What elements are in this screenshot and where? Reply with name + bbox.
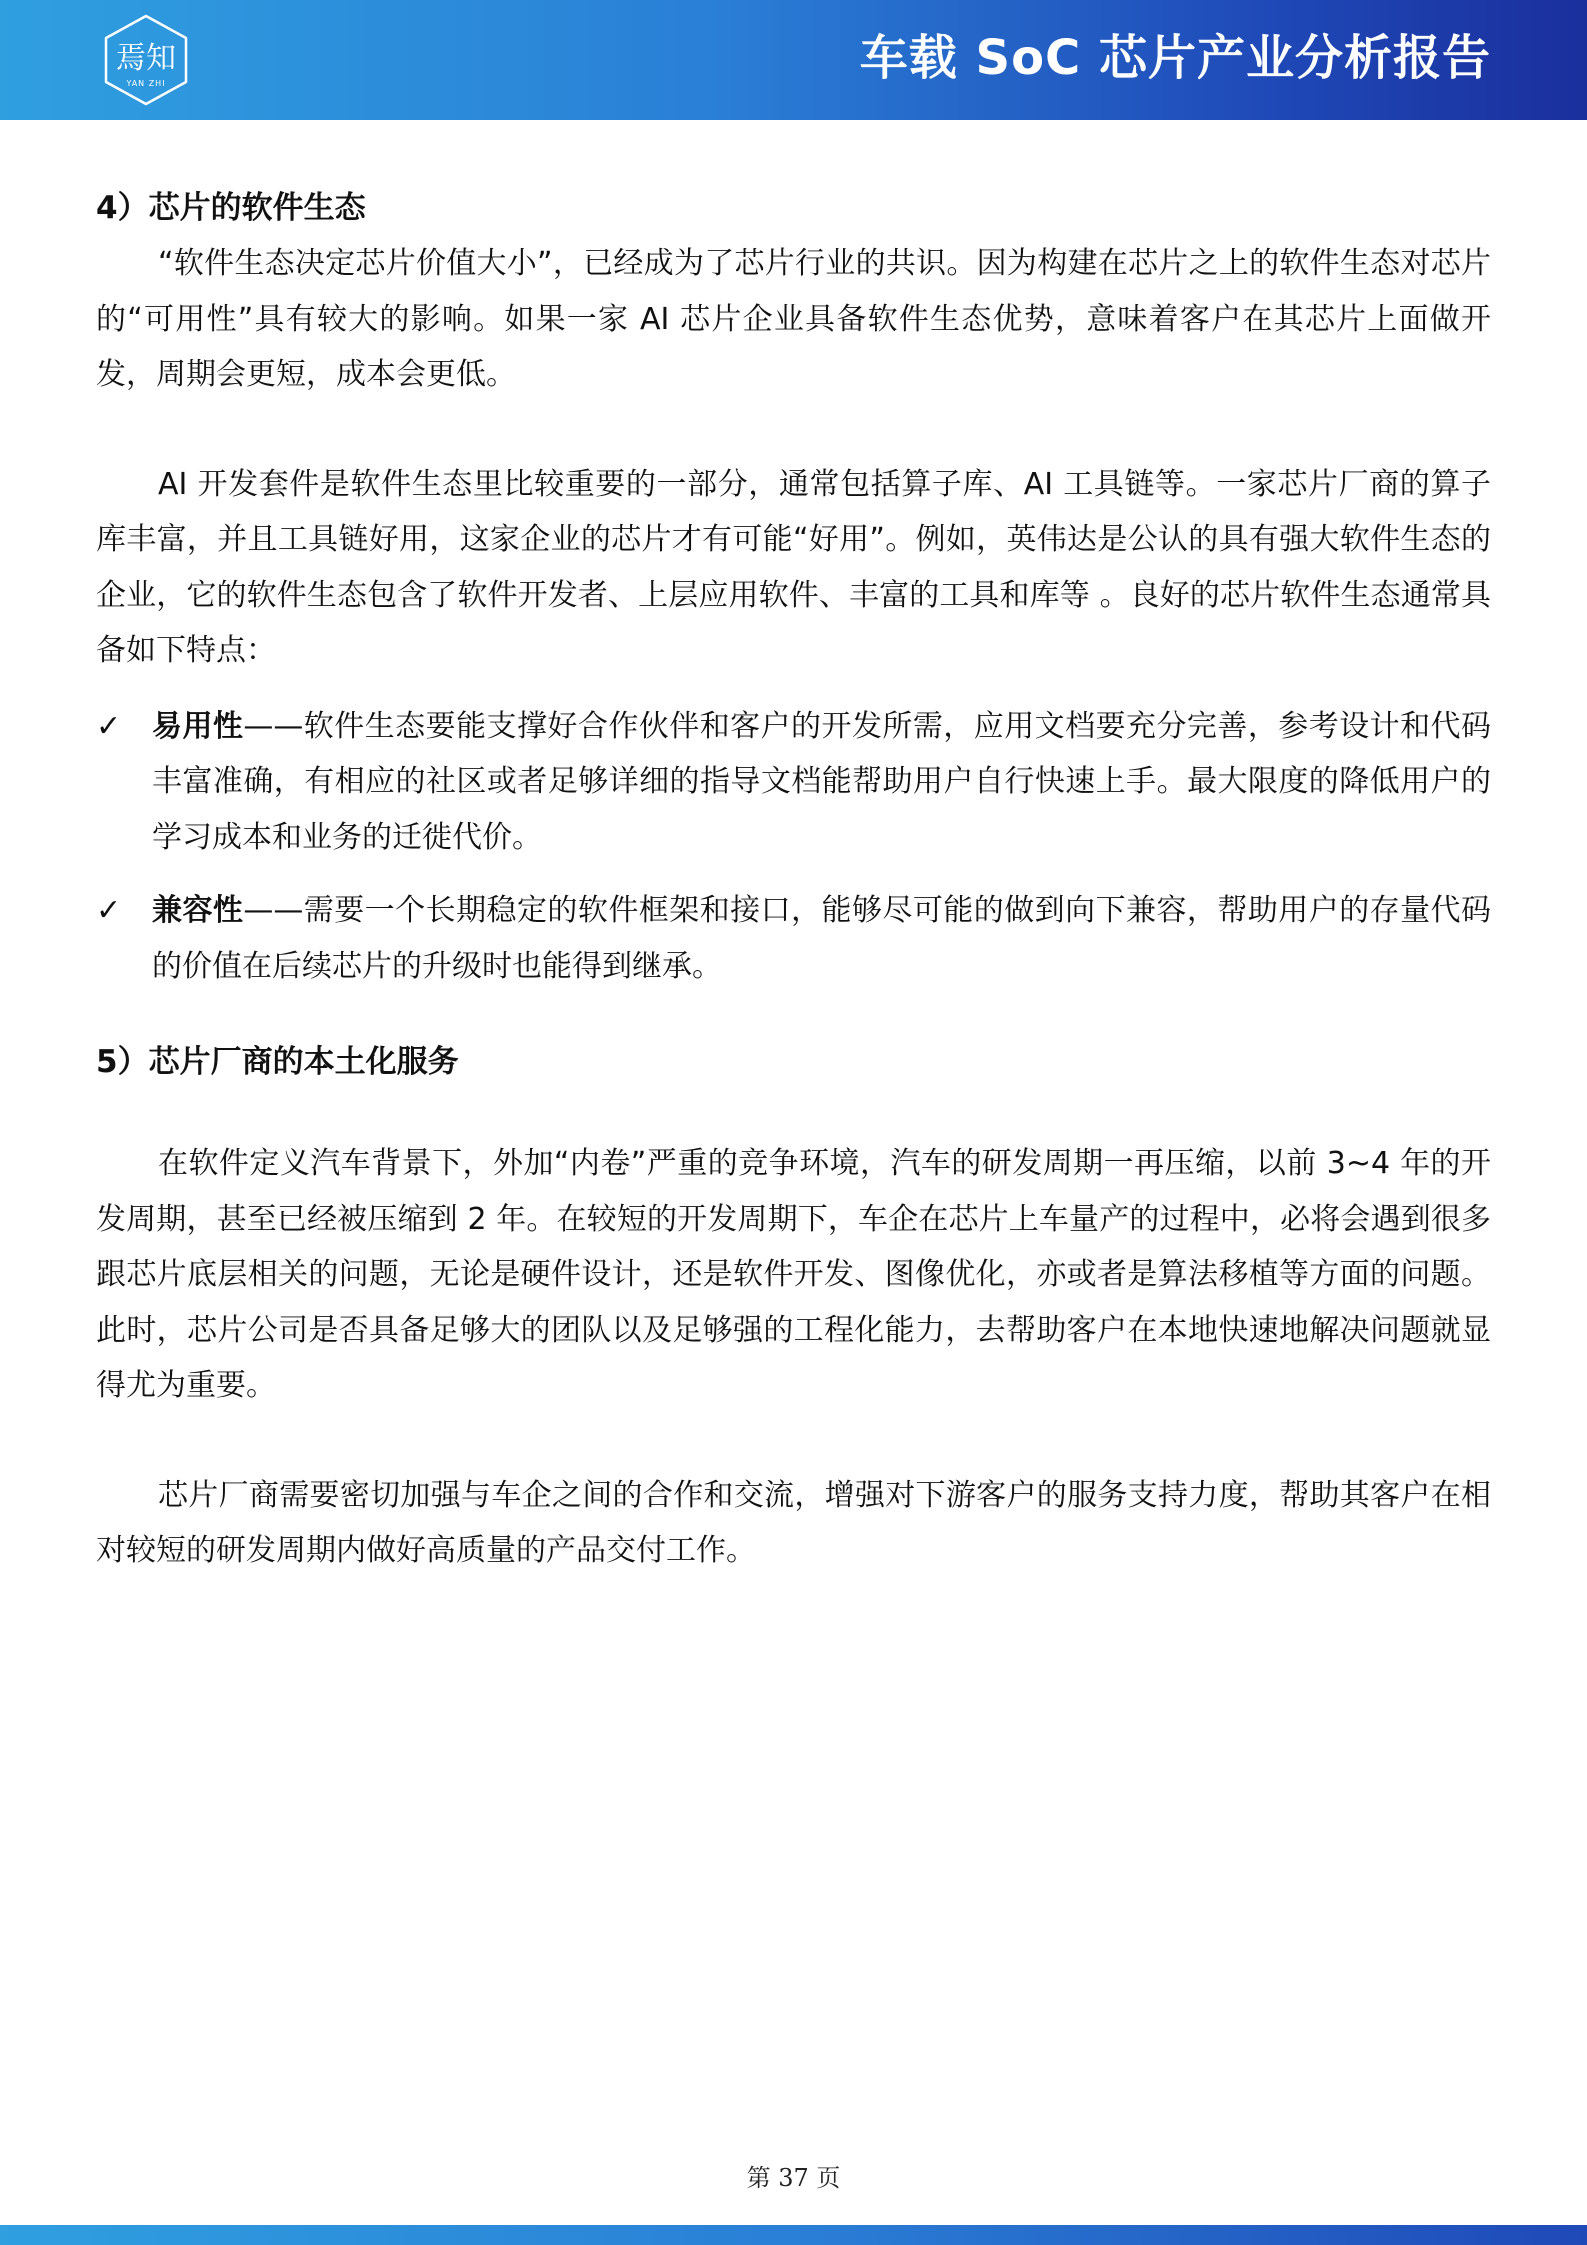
section-5-heading: 5）芯片厂商的本土化服务 (96, 1044, 459, 1080)
page-content (96, 180, 1491, 1579)
bullet-compatibility (96, 883, 1491, 994)
checkmark-icon: ✓ (96, 708, 122, 744)
bullet-text: ——软件生态要能支撑好合作伙伴和客户的开发所需，应用文档要充分完善，参考设计和代码丰富准确，有相应的社区或者足够详细的指导文档能帮助用户自行快速上手。最大限度的降低用户的学习成本和业务的迁徙代价。 (152, 708, 1492, 855)
section-5-paragraph-2: 芯片厂商需要密切加强与车企之间的合作和交流，增强对下游客户的服务支持力度，帮助其客户在相对较短的研发周期内做好高质量的产品交付工作。 (96, 1477, 1491, 1568)
logo-subtext: YAN ZHI (126, 79, 166, 88)
checkmark-icon: ✓ (96, 893, 122, 928)
bullet-text: ——需要一个长期稳定的软件框架和接口，能够尽可能的做到向下兼容，帮助用户的存量代码的价值在后续芯片的升级时也能得到继承。 (152, 893, 1492, 984)
bullet-usability (96, 699, 1491, 866)
yanzhi-logo (98, 12, 194, 108)
section-4-paragraph-1: “软件生态决定芯片价值大小”，已经成为了芯片行业的共识。因为构建在芯片之上的软件生态对芯片的“可用性”具有较大的影响。如果一家 AI 芯片企业具备软件生态优势，意味着客户在其芯片上面做开发，周期会更短，成本会更低。 (96, 246, 1491, 392)
section-5-paragraph-1: 在软件定义汽车背景下，外加“内卷”严重的竞争环境，汽车的研发周期一再压缩，以前 3~4 年的开发周期，甚至已经被压缩到 2 年。在较短的开发周期下，车企在芯片上车量产的过程中，必将会遇到很多跟芯片底层相关的问题，无论是硬件设计，还是软件开发、图像优化，亦或者是算法移植等方面的问题。此时，芯片公司是否具备足够大的团队以及足够强的工程化能力，去帮助客户在本地快速地解决问题就显得尤为重要。 (96, 1146, 1491, 1403)
logo-text: 焉知 (116, 41, 176, 76)
section-4-paragraph-2: AI 开发套件是软件生态里比较重要的一部分，通常包括算子库、AI 工具链等。一家芯片厂商的算子库丰富，并且工具链好用，这家企业的芯片才有可能“好用”。例如，英伟达是公认的具有强大软件生态的企业，它的软件生态包含了软件开发者、上层应用软件、丰富的工具和库等 。良好的芯片软件生态通常具备如下特点： (96, 466, 1491, 668)
section-4-heading: 4）芯片的软件生态 (96, 190, 366, 226)
bottom-bar (0, 2225, 1587, 2245)
page-number: 第 37 页 (746, 2164, 841, 2192)
bullet-term: 易用性 (152, 708, 244, 744)
page-header (0, 0, 1587, 120)
bullet-term: 兼容性 (152, 893, 244, 928)
logo-hexagon-icon (98, 12, 194, 108)
report-title: 车载 SoC 芯片产业分析报告 (859, 30, 1491, 86)
